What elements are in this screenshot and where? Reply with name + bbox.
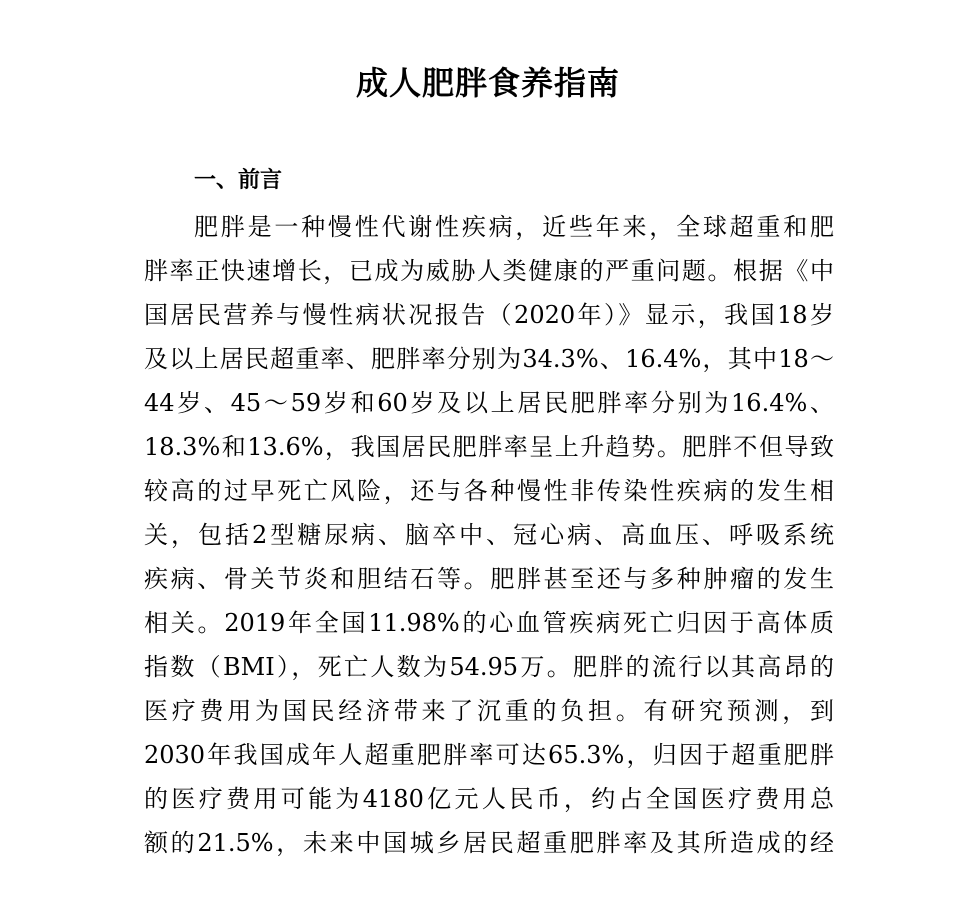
paragraph-line: 2030年我国成年人超重肥胖率可达65.3%，归因于超重肥胖 (144, 741, 834, 769)
section-heading: 一、前言 (194, 168, 283, 193)
paragraph-line: 及以上居民超重率、肥胖率分别为34.3%、16.4%，其中18～ (144, 345, 834, 373)
paragraph-line: 胖率正快速增长，已成为威胁人类健康的严重问题。根据《中 (144, 257, 834, 285)
paragraph-line: 18.3%和13.6%，我国居民肥胖率呈上升趋势。肥胖不但导致 (144, 433, 834, 461)
paragraph-line: 额的21.5%，未来中国城乡居民超重肥胖率及其所造成的经 (144, 829, 834, 857)
paragraph-line: 关，包括2型糖尿病、脑卒中、冠心病、高血压、呼吸系统 (144, 521, 834, 549)
paragraph-line: 的医疗费用可能为4180亿元人民币，约占全国医疗费用总 (144, 785, 834, 813)
paragraph-line: 指数（BMI），死亡人数为54.95万。肥胖的流行以其高昂的 (144, 653, 834, 681)
paragraph-line: 44岁、45～59岁和60岁及以上居民肥胖率分别为16.4%、 (144, 389, 834, 417)
paragraph-line: 肥胖是一种慢性代谢性疾病，近些年来，全球超重和肥 (194, 213, 834, 241)
paragraph-line: 医疗费用为国民经济带来了沉重的负担。有研究预测，到 (144, 697, 834, 725)
paragraph-line: 相关。2019年全国11.98%的心血管疾病死亡归因于高体质 (144, 609, 834, 637)
paragraph-line: 疾病、骨关节炎和胆结石等。肥胖甚至还与多种肿瘤的发生 (144, 565, 834, 593)
paragraph-line: 国居民营养与慢性病状况报告（2020年）》显示，我国18岁 (144, 301, 834, 329)
paragraph-line: 较高的过早死亡风险，还与各种慢性非传染性疾病的发生相 (144, 477, 834, 505)
document-title: 成人肥胖食养指南 (355, 64, 620, 102)
